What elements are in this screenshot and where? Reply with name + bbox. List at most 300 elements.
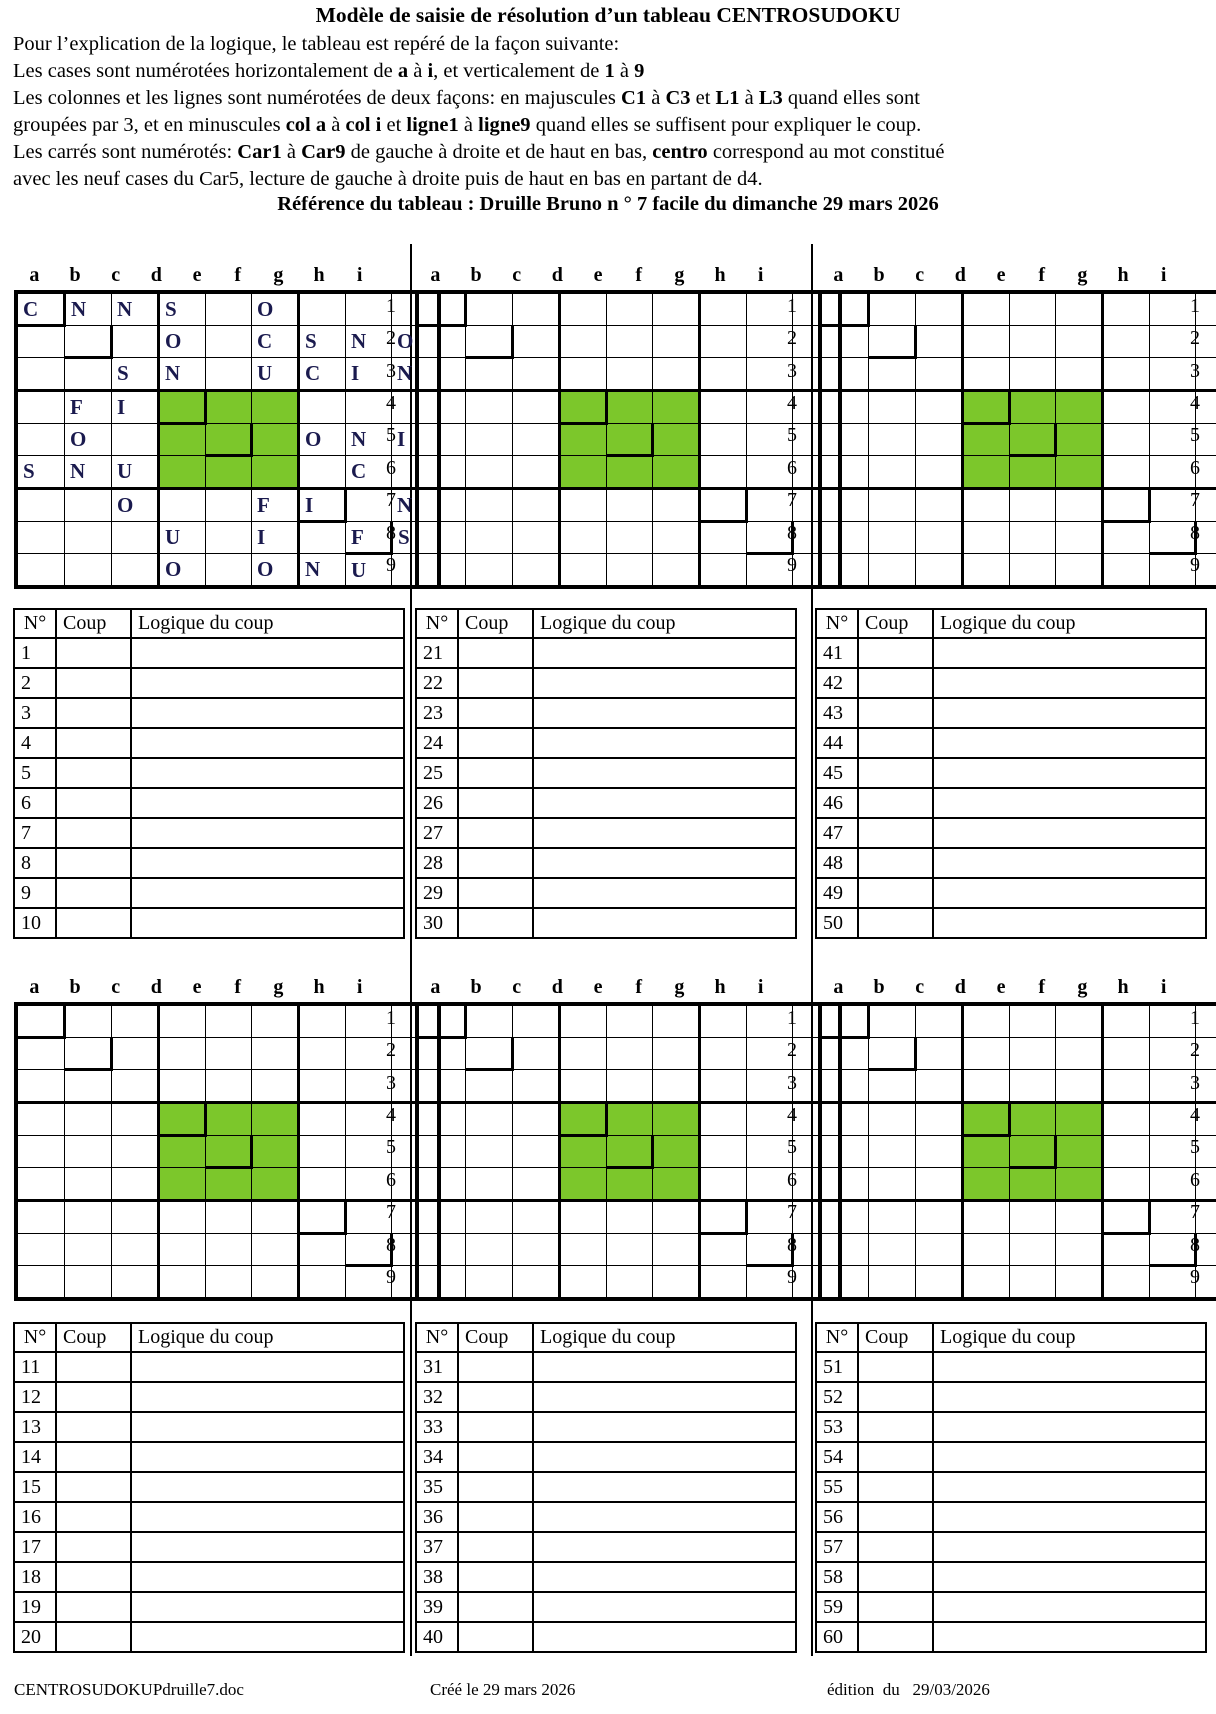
cell-d1[interactable] xyxy=(963,1004,1010,1038)
cell-g9[interactable]: N xyxy=(299,554,346,588)
cell-a8[interactable] xyxy=(820,522,869,554)
cell-d8[interactable] xyxy=(560,522,607,554)
coup-cell[interactable] xyxy=(458,1532,533,1562)
cell-h7[interactable] xyxy=(1150,489,1196,522)
cell-f5[interactable] xyxy=(252,424,299,456)
cell-f8[interactable]: I xyxy=(252,522,299,554)
cell-g2[interactable] xyxy=(700,326,747,358)
cell-a9[interactable] xyxy=(16,554,65,588)
cell-a3[interactable] xyxy=(16,1070,65,1103)
cell-b1[interactable] xyxy=(466,1004,513,1038)
cell-b5[interactable] xyxy=(869,424,916,456)
cell-b7[interactable] xyxy=(466,489,513,522)
coup-cell[interactable] xyxy=(56,758,131,788)
cell-h5[interactable]: N xyxy=(346,424,392,456)
cell-e8[interactable] xyxy=(1010,1234,1056,1266)
cell-d4[interactable] xyxy=(560,1103,607,1136)
coup-cell[interactable] xyxy=(458,698,533,728)
cell-d7[interactable] xyxy=(560,1201,607,1234)
cell-f1[interactable] xyxy=(252,1004,299,1038)
cell-c1[interactable]: N xyxy=(112,292,159,326)
cell-f4[interactable] xyxy=(1056,391,1103,424)
cell-d5[interactable] xyxy=(159,1136,206,1168)
coup-cell[interactable] xyxy=(56,1412,131,1442)
cell-h6[interactable]: C xyxy=(346,456,392,489)
cell-c5[interactable] xyxy=(916,424,963,456)
cell-d5[interactable] xyxy=(963,424,1010,456)
cell-b3[interactable] xyxy=(466,1070,513,1103)
cell-a5[interactable] xyxy=(417,1136,466,1168)
cell-g9[interactable] xyxy=(1103,1266,1150,1300)
coup-cell[interactable] xyxy=(458,1592,533,1622)
cell-f2[interactable] xyxy=(252,1038,299,1070)
coup-cell[interactable] xyxy=(458,1412,533,1442)
logique-cell[interactable] xyxy=(131,1472,404,1502)
cell-b7[interactable] xyxy=(869,489,916,522)
cell-b9[interactable] xyxy=(869,1266,916,1300)
cell-d9[interactable] xyxy=(963,554,1010,588)
logique-cell[interactable] xyxy=(933,1622,1206,1652)
cell-d3[interactable] xyxy=(159,1070,206,1103)
cell-a6[interactable] xyxy=(820,456,869,489)
coup-cell[interactable] xyxy=(56,668,131,698)
cell-f6[interactable] xyxy=(653,1168,700,1201)
cell-g6[interactable] xyxy=(700,1168,747,1201)
logique-cell[interactable] xyxy=(933,698,1206,728)
cell-h1[interactable] xyxy=(747,292,793,326)
cell-b4[interactable]: F xyxy=(65,391,112,424)
logique-cell[interactable] xyxy=(933,788,1206,818)
logique-cell[interactable] xyxy=(533,878,796,908)
cell-g5[interactable] xyxy=(1103,424,1150,456)
cell-c2[interactable] xyxy=(513,1038,560,1070)
cell-c3[interactable] xyxy=(916,358,963,391)
cell-a5[interactable] xyxy=(417,424,466,456)
cell-g8[interactable] xyxy=(299,1234,346,1266)
cell-h6[interactable] xyxy=(1150,456,1196,489)
cell-b4[interactable] xyxy=(869,1103,916,1136)
cell-f8[interactable] xyxy=(653,522,700,554)
cell-c9[interactable] xyxy=(916,1266,963,1300)
coup-cell[interactable] xyxy=(858,638,933,668)
cell-c2[interactable] xyxy=(112,326,159,358)
cell-f5[interactable] xyxy=(252,1136,299,1168)
cell-b8[interactable] xyxy=(466,1234,513,1266)
cell-e2[interactable] xyxy=(206,1038,252,1070)
cell-h1[interactable] xyxy=(1150,1004,1196,1038)
cell-h7[interactable] xyxy=(346,489,392,522)
cell-g3[interactable] xyxy=(1103,358,1150,391)
cell-d3[interactable] xyxy=(963,358,1010,391)
cell-g8[interactable] xyxy=(700,522,747,554)
cell-e2[interactable] xyxy=(1010,326,1056,358)
cell-c7[interactable]: O xyxy=(112,489,159,522)
coup-cell[interactable] xyxy=(858,1592,933,1622)
cell-b3[interactable] xyxy=(869,358,916,391)
cell-f4[interactable] xyxy=(1056,1103,1103,1136)
cell-g1[interactable] xyxy=(299,292,346,326)
coup-cell[interactable] xyxy=(458,1472,533,1502)
coup-cell[interactable] xyxy=(858,1442,933,1472)
coup-cell[interactable] xyxy=(458,758,533,788)
cell-e5[interactable] xyxy=(1010,424,1056,456)
cell-b6[interactable] xyxy=(869,1168,916,1201)
logique-cell[interactable] xyxy=(131,758,404,788)
cell-e4[interactable] xyxy=(1010,1103,1056,1136)
cell-h6[interactable] xyxy=(747,456,793,489)
cell-e1[interactable] xyxy=(206,1004,252,1038)
cell-c7[interactable] xyxy=(112,1201,159,1234)
coup-cell[interactable] xyxy=(858,1562,933,1592)
cell-i2[interactable]: O xyxy=(392,326,440,358)
cell-c1[interactable] xyxy=(112,1004,159,1038)
cell-h2[interactable] xyxy=(747,326,793,358)
logique-cell[interactable] xyxy=(533,1472,796,1502)
cell-a5[interactable] xyxy=(16,424,65,456)
logique-cell[interactable] xyxy=(933,1532,1206,1562)
cell-f1[interactable] xyxy=(653,1004,700,1038)
cell-b2[interactable] xyxy=(466,326,513,358)
coup-cell[interactable] xyxy=(858,1532,933,1562)
cell-c4[interactable] xyxy=(916,1103,963,1136)
cell-c8[interactable] xyxy=(916,1234,963,1266)
cell-f7[interactable]: F xyxy=(252,489,299,522)
cell-d2[interactable]: O xyxy=(159,326,206,358)
cell-a1[interactable] xyxy=(820,292,869,326)
cell-g3[interactable] xyxy=(700,1070,747,1103)
cell-b9[interactable] xyxy=(466,554,513,588)
cell-a3[interactable] xyxy=(820,1070,869,1103)
cell-d7[interactable] xyxy=(963,489,1010,522)
cell-h1[interactable] xyxy=(346,1004,392,1038)
coup-cell[interactable] xyxy=(56,878,131,908)
coup-cell[interactable] xyxy=(56,788,131,818)
logique-cell[interactable] xyxy=(933,1592,1206,1622)
cell-e8[interactable] xyxy=(607,1234,653,1266)
logique-cell[interactable] xyxy=(533,848,796,878)
cell-g3[interactable]: C xyxy=(299,358,346,391)
cell-b3[interactable] xyxy=(65,358,112,391)
coup-cell[interactable] xyxy=(858,1472,933,1502)
cell-h3[interactable] xyxy=(1150,358,1196,391)
cell-a4[interactable] xyxy=(16,1103,65,1136)
cell-e7[interactable] xyxy=(206,1201,252,1234)
cell-f3[interactable] xyxy=(653,1070,700,1103)
cell-g9[interactable] xyxy=(1103,554,1150,588)
cell-b2[interactable] xyxy=(65,326,112,358)
coup-cell[interactable] xyxy=(56,1352,131,1382)
coup-cell[interactable] xyxy=(458,1442,533,1472)
cell-a1[interactable]: C xyxy=(16,292,65,326)
cell-b2[interactable] xyxy=(466,1038,513,1070)
coup-cell[interactable] xyxy=(458,1502,533,1532)
cell-e8[interactable] xyxy=(206,1234,252,1266)
logique-cell[interactable] xyxy=(933,878,1206,908)
cell-e6[interactable] xyxy=(206,1168,252,1201)
cell-c3[interactable]: S xyxy=(112,358,159,391)
logique-cell[interactable] xyxy=(131,818,404,848)
logique-cell[interactable] xyxy=(933,818,1206,848)
cell-b8[interactable] xyxy=(65,1234,112,1266)
cell-c5[interactable] xyxy=(112,424,159,456)
coup-cell[interactable] xyxy=(56,1472,131,1502)
cell-d5[interactable] xyxy=(560,424,607,456)
cell-e9[interactable] xyxy=(1010,554,1056,588)
cell-h1[interactable] xyxy=(346,292,392,326)
cell-e1[interactable] xyxy=(1010,1004,1056,1038)
cell-e5[interactable] xyxy=(206,424,252,456)
cell-d3[interactable] xyxy=(560,1070,607,1103)
logique-cell[interactable] xyxy=(533,638,796,668)
cell-g2[interactable] xyxy=(700,1038,747,1070)
cell-a6[interactable] xyxy=(417,1168,466,1201)
cell-c6[interactable] xyxy=(513,456,560,489)
cell-h7[interactable] xyxy=(1150,1201,1196,1234)
cell-a1[interactable] xyxy=(417,1004,466,1038)
cell-c3[interactable] xyxy=(513,1070,560,1103)
cell-d2[interactable] xyxy=(963,326,1010,358)
cell-d5[interactable] xyxy=(963,1136,1010,1168)
cell-d7[interactable] xyxy=(560,489,607,522)
cell-g4[interactable] xyxy=(299,391,346,424)
logique-cell[interactable] xyxy=(533,1532,796,1562)
cell-b4[interactable] xyxy=(869,391,916,424)
coup-cell[interactable] xyxy=(458,1382,533,1412)
cell-g9[interactable] xyxy=(299,1266,346,1300)
coup-cell[interactable] xyxy=(858,848,933,878)
cell-g9[interactable] xyxy=(700,1266,747,1300)
cell-a7[interactable] xyxy=(16,489,65,522)
cell-a4[interactable] xyxy=(16,391,65,424)
cell-h6[interactable] xyxy=(747,1168,793,1201)
cell-g1[interactable] xyxy=(299,1004,346,1038)
logique-cell[interactable] xyxy=(131,638,404,668)
logique-cell[interactable] xyxy=(131,1532,404,1562)
cell-f3[interactable] xyxy=(1056,358,1103,391)
coup-cell[interactable] xyxy=(458,728,533,758)
coup-cell[interactable] xyxy=(858,1502,933,1532)
cell-d8[interactable]: U xyxy=(159,522,206,554)
cell-h9[interactable] xyxy=(1150,1266,1196,1300)
cell-e6[interactable] xyxy=(607,1168,653,1201)
cell-f8[interactable] xyxy=(252,1234,299,1266)
cell-g6[interactable] xyxy=(700,456,747,489)
cell-f9[interactable] xyxy=(252,1266,299,1300)
cell-e6[interactable] xyxy=(607,456,653,489)
cell-b8[interactable] xyxy=(869,522,916,554)
cell-a2[interactable] xyxy=(16,1038,65,1070)
cell-a3[interactable] xyxy=(417,1070,466,1103)
cell-a6[interactable] xyxy=(417,456,466,489)
cell-g3[interactable] xyxy=(700,358,747,391)
cell-d7[interactable] xyxy=(159,489,206,522)
logique-cell[interactable] xyxy=(533,1502,796,1532)
cell-a5[interactable] xyxy=(820,424,869,456)
cell-g6[interactable] xyxy=(299,456,346,489)
cell-d1[interactable] xyxy=(560,292,607,326)
cell-d4[interactable] xyxy=(159,391,206,424)
cell-d9[interactable] xyxy=(159,1266,206,1300)
cell-e3[interactable] xyxy=(206,358,252,391)
cell-f7[interactable] xyxy=(653,1201,700,1234)
logique-cell[interactable] xyxy=(933,1502,1206,1532)
cell-f6[interactable] xyxy=(1056,1168,1103,1201)
cell-e4[interactable] xyxy=(607,1103,653,1136)
cell-a4[interactable] xyxy=(820,391,869,424)
cell-f9[interactable] xyxy=(653,554,700,588)
cell-b9[interactable] xyxy=(869,554,916,588)
cell-d2[interactable] xyxy=(963,1038,1010,1070)
cell-d7[interactable] xyxy=(963,1201,1010,1234)
logique-cell[interactable] xyxy=(131,728,404,758)
logique-cell[interactable] xyxy=(131,1412,404,1442)
cell-f4[interactable] xyxy=(252,391,299,424)
cell-e9[interactable] xyxy=(206,1266,252,1300)
logique-cell[interactable] xyxy=(533,1412,796,1442)
logique-cell[interactable] xyxy=(533,668,796,698)
coup-cell[interactable] xyxy=(858,1382,933,1412)
cell-d8[interactable] xyxy=(963,522,1010,554)
cell-f6[interactable] xyxy=(1056,456,1103,489)
cell-g7[interactable]: I xyxy=(299,489,346,522)
cell-h7[interactable] xyxy=(346,1201,392,1234)
cell-g7[interactable] xyxy=(700,489,747,522)
cell-h4[interactable] xyxy=(1150,391,1196,424)
cell-c8[interactable] xyxy=(112,522,159,554)
logique-cell[interactable] xyxy=(131,848,404,878)
coup-cell[interactable] xyxy=(858,728,933,758)
cell-a8[interactable] xyxy=(417,1234,466,1266)
cell-d6[interactable] xyxy=(963,1168,1010,1201)
cell-b5[interactable] xyxy=(466,424,513,456)
cell-g6[interactable] xyxy=(1103,456,1150,489)
cell-e3[interactable] xyxy=(607,358,653,391)
cell-c6[interactable] xyxy=(916,456,963,489)
cell-d9[interactable] xyxy=(963,1266,1010,1300)
cell-d5[interactable] xyxy=(159,424,206,456)
cell-c1[interactable] xyxy=(513,1004,560,1038)
cell-d4[interactable] xyxy=(963,1103,1010,1136)
cell-g5[interactable] xyxy=(299,1136,346,1168)
cell-a2[interactable] xyxy=(417,326,466,358)
cell-b3[interactable] xyxy=(869,1070,916,1103)
cell-g5[interactable] xyxy=(1103,1136,1150,1168)
cell-f4[interactable] xyxy=(653,1103,700,1136)
cell-c4[interactable] xyxy=(513,391,560,424)
cell-e3[interactable] xyxy=(1010,358,1056,391)
cell-a2[interactable] xyxy=(417,1038,466,1070)
cell-a7[interactable] xyxy=(417,1201,466,1234)
cell-e4[interactable] xyxy=(206,391,252,424)
cell-g4[interactable] xyxy=(1103,391,1150,424)
cell-c1[interactable] xyxy=(916,292,963,326)
cell-g9[interactable] xyxy=(700,554,747,588)
cell-c6[interactable] xyxy=(112,1168,159,1201)
cell-c8[interactable] xyxy=(112,1234,159,1266)
cell-e1[interactable] xyxy=(607,1004,653,1038)
cell-a1[interactable] xyxy=(16,1004,65,1038)
logique-cell[interactable] xyxy=(131,788,404,818)
cell-b1[interactable] xyxy=(869,292,916,326)
coup-cell[interactable] xyxy=(858,1412,933,1442)
cell-e5[interactable] xyxy=(607,424,653,456)
cell-b1[interactable] xyxy=(65,1004,112,1038)
cell-a2[interactable] xyxy=(16,326,65,358)
coup-cell[interactable] xyxy=(858,908,933,938)
coup-cell[interactable] xyxy=(56,638,131,668)
cell-a6[interactable] xyxy=(16,1168,65,1201)
cell-b1[interactable] xyxy=(466,292,513,326)
cell-e2[interactable] xyxy=(607,1038,653,1070)
cell-c5[interactable] xyxy=(513,1136,560,1168)
cell-b7[interactable] xyxy=(466,1201,513,1234)
cell-h8[interactable] xyxy=(1150,1234,1196,1266)
cell-f5[interactable] xyxy=(653,424,700,456)
cell-h2[interactable]: N xyxy=(346,326,392,358)
cell-f8[interactable] xyxy=(653,1234,700,1266)
cell-a3[interactable] xyxy=(417,358,466,391)
coup-cell[interactable] xyxy=(858,818,933,848)
cell-g8[interactable] xyxy=(299,522,346,554)
cell-a7[interactable] xyxy=(16,1201,65,1234)
cell-b2[interactable] xyxy=(869,326,916,358)
logique-cell[interactable] xyxy=(131,1592,404,1622)
cell-g7[interactable] xyxy=(700,1201,747,1234)
coup-cell[interactable] xyxy=(858,1622,933,1652)
cell-h7[interactable] xyxy=(747,489,793,522)
logique-cell[interactable] xyxy=(933,1442,1206,1472)
coup-cell[interactable] xyxy=(56,1562,131,1592)
cell-a9[interactable] xyxy=(417,1266,466,1300)
logique-cell[interactable] xyxy=(131,1382,404,1412)
coup-cell[interactable] xyxy=(56,908,131,938)
cell-d4[interactable] xyxy=(963,391,1010,424)
cell-b6[interactable] xyxy=(466,456,513,489)
cell-c1[interactable] xyxy=(916,1004,963,1038)
cell-e9[interactable] xyxy=(1010,1266,1056,1300)
cell-h9[interactable] xyxy=(346,1266,392,1300)
coup-cell[interactable] xyxy=(858,668,933,698)
cell-h8[interactable] xyxy=(747,522,793,554)
cell-b1[interactable] xyxy=(869,1004,916,1038)
logique-cell[interactable] xyxy=(131,1442,404,1472)
cell-e1[interactable] xyxy=(206,292,252,326)
cell-c6[interactable] xyxy=(916,1168,963,1201)
cell-b8[interactable] xyxy=(466,522,513,554)
cell-e7[interactable] xyxy=(1010,489,1056,522)
cell-c7[interactable] xyxy=(916,489,963,522)
cell-h3[interactable] xyxy=(1150,1070,1196,1103)
cell-b5[interactable] xyxy=(65,1136,112,1168)
cell-a8[interactable] xyxy=(16,1234,65,1266)
cell-d6[interactable] xyxy=(159,456,206,489)
cell-a8[interactable] xyxy=(417,522,466,554)
logique-cell[interactable] xyxy=(933,728,1206,758)
cell-d6[interactable] xyxy=(159,1168,206,1201)
coup-cell[interactable] xyxy=(858,1352,933,1382)
logique-cell[interactable] xyxy=(933,908,1206,938)
cell-f4[interactable] xyxy=(653,391,700,424)
coup-cell[interactable] xyxy=(56,728,131,758)
cell-c4[interactable] xyxy=(513,1103,560,1136)
cell-e1[interactable] xyxy=(607,292,653,326)
cell-e1[interactable] xyxy=(1010,292,1056,326)
logique-cell[interactable] xyxy=(933,668,1206,698)
coup-cell[interactable] xyxy=(458,1562,533,1592)
cell-d1[interactable] xyxy=(963,292,1010,326)
cell-b9[interactable] xyxy=(65,554,112,588)
cell-d3[interactable] xyxy=(963,1070,1010,1103)
